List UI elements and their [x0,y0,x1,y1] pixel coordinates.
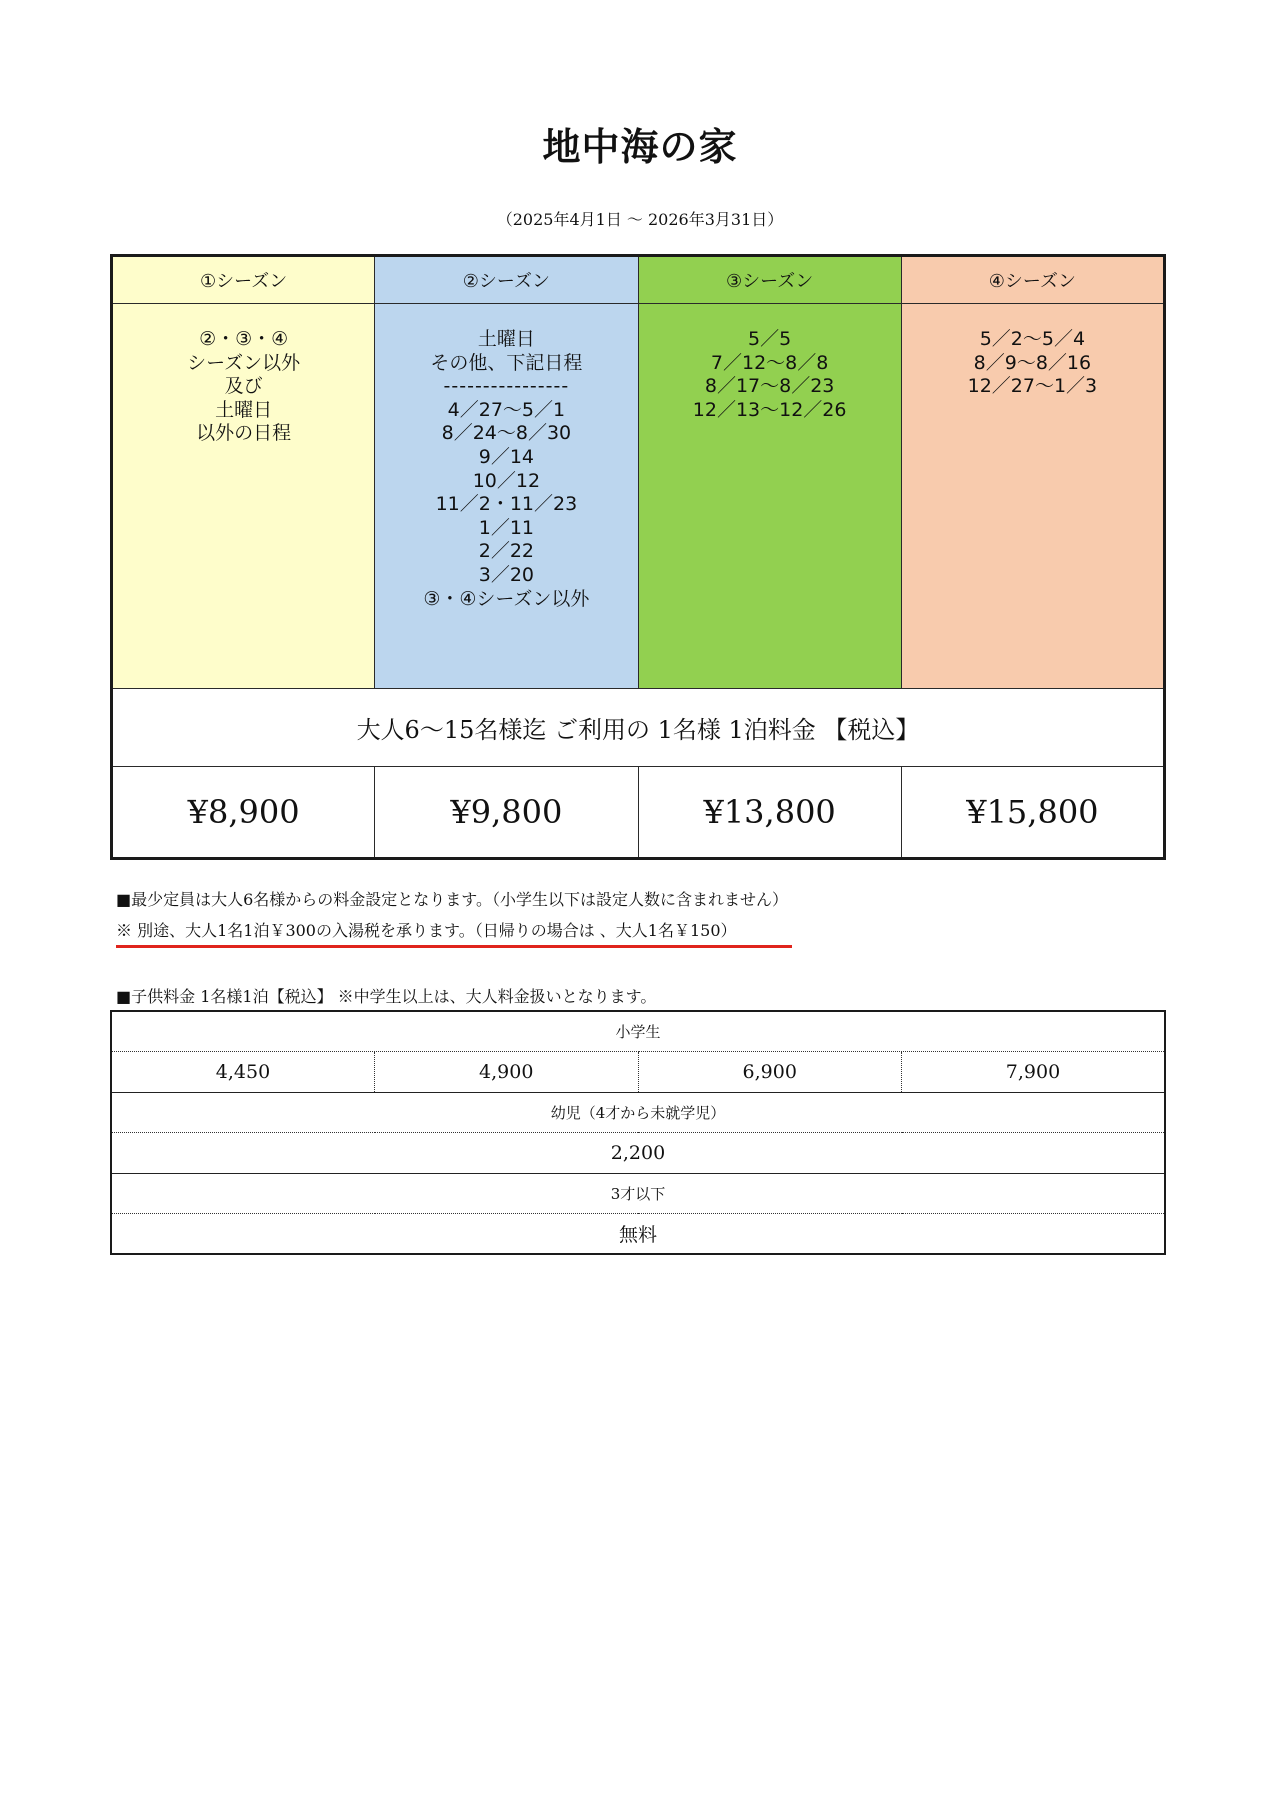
date-line: 7／12～8／8 [710,351,829,374]
preschool-price-row [111,1132,1165,1173]
child-price-table [110,1010,1166,1255]
toddler-price-row [111,1213,1165,1254]
date-line: ③・④シーズン以外 [423,587,590,610]
date-line: 11／2・11／23 [435,493,578,516]
date-line: 及び [224,375,263,398]
date-line: 9／14 [478,445,534,468]
date-line: 以外の日程 [196,422,292,445]
date-line: 2／22 [478,540,534,563]
adult-price-row [112,767,1165,859]
date-line: 8／24～8／30 [441,422,572,445]
season-4-header: ④シーズン [901,256,1164,304]
elementary-label: 小学生 [111,1011,1165,1051]
preschool-label-row [111,1092,1165,1132]
red-underline [116,945,792,948]
preschool-price: 2,200 [111,1132,1165,1173]
date-line: 3／20 [478,563,534,586]
validity-period: （2025年4月1日 ～ 2026年3月31日） [496,210,784,229]
date-line: 5／2～5／4 [979,328,1086,350]
elementary-price-row [111,1051,1165,1092]
elementary-price-season-4: 7,900 [902,1051,1166,1092]
elementary-price-season-2: 4,900 [375,1051,639,1092]
bath-tax-note: ※ 別途、大人1名1泊￥300の入湯税を承ります。（日帰りの場合は 、大人1名￥150） [116,921,737,940]
date-line: 4／27～5／1 [447,398,566,421]
season-1-price: ¥8,900 [112,767,375,859]
toddler-price: 無料 [111,1213,1165,1254]
season-price-table [110,254,1166,860]
date-line: 8／9～8／16 [973,351,1092,374]
date-line: 土曜日 [477,328,535,350]
toddler-label: 3才以下 [111,1173,1165,1213]
date-line: ②・③・④ [199,328,289,350]
child-price-heading: ■子供料金 1名様1泊【税込】 ※中学生以上は、大人料金扱いとなります。 [116,987,657,1006]
season-4-price: ¥15,800 [901,767,1164,859]
date-line: 10／12 [472,469,541,492]
date-line: 12／27～1／3 [967,375,1098,398]
date-line: 8／17～8／23 [704,375,835,398]
season-3-price: ¥13,800 [638,767,901,859]
season-1-dates [112,304,375,689]
date-line: その他、下記日程 [430,351,583,374]
dashed-divider: ---------------- [443,375,570,398]
adult-caption-row [112,689,1165,767]
date-line: 1／11 [478,516,534,539]
elementary-label-row [111,1011,1165,1051]
season-3-header: ③シーズン [638,256,901,304]
season-4-dates [901,304,1164,689]
adult-price-caption: 大人6～15名様迄 ご利用の 1名様 1泊料金 【税込】 [112,689,1165,767]
season-2-header: ②シーズン [375,256,638,304]
season-header-row [112,256,1165,304]
date-line: 5／5 [748,328,792,350]
page-title: 地中海の家 [542,124,738,169]
season-3-dates [638,304,901,689]
season-2-dates [375,304,638,689]
season-2-price: ¥9,800 [375,767,638,859]
season-1-header: ①シーズン [112,256,375,304]
toddler-label-row [111,1173,1165,1213]
elementary-price-season-3: 6,900 [638,1051,902,1092]
elementary-price-season-1: 4,450 [111,1051,375,1092]
preschool-label: 幼児（4才から未就学児） [111,1092,1165,1132]
date-line: シーズン以外 [187,351,301,374]
date-line: 土曜日 [215,398,273,421]
season-dates-row [112,304,1165,689]
date-line: 12／13～12／26 [692,398,847,421]
minimum-guest-note: ■最少定員は大人6名様からの料金設定となります。（小学生以下は設定人数に含まれません） [116,890,789,909]
